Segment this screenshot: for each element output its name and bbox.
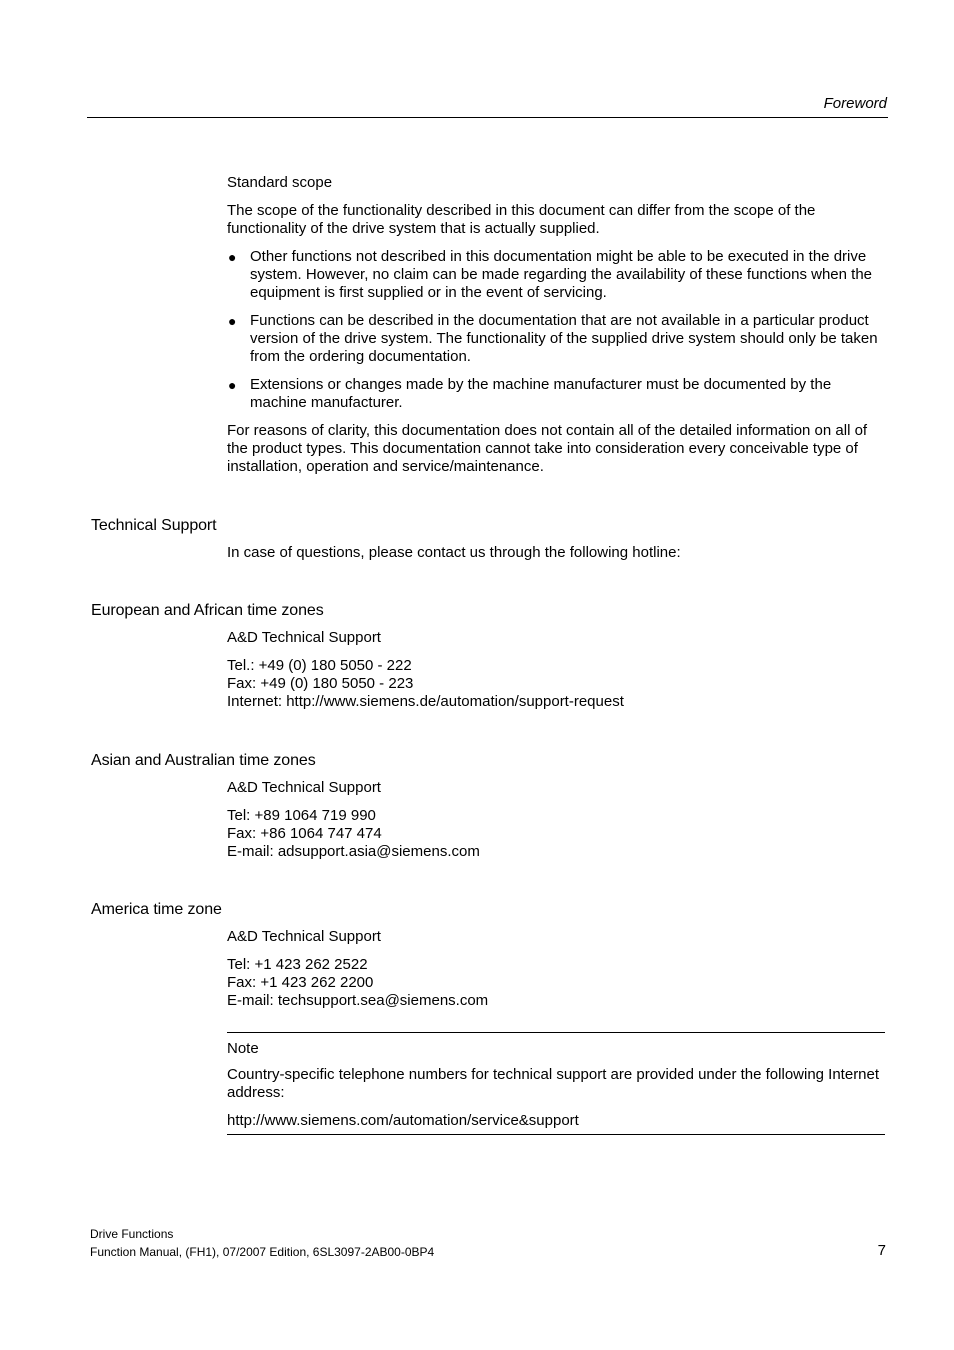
bullet-icon: ● [228,249,237,265]
zone-tel: Tel: +89 1064 719 990 [227,807,376,824]
zone-email: E-mail: techsupport.sea@siemens.com [227,992,489,1009]
note-link[interactable]: http://www.siemens.com/automation/service&support [227,1112,579,1129]
zone-fax: Fax: +49 (0) 180 5050 - 223 [227,675,414,692]
standard-scope-intro: The scope of the functionality described in this document can differ from the scope of the functionality of the drive system that is actually supplied. [227,202,816,237]
zone-fax: Fax: +1 423 262 2200 [227,974,374,991]
note-text: Country-specific telephone numbers for technical support are provided under the following Internet address: [227,1066,880,1101]
list-item-text: Functions can be described in the documentation that are not available in a particular product version of the drive system. The functionality of the supplied drive system should only be taken from the ordering documentation. [250,312,878,365]
page-number: 7 [877,1242,886,1259]
zone-contact-block [227,807,887,861]
bullet-icon: ● [228,377,237,393]
note-box [227,1032,885,1135]
footer-title: Drive Functions [90,1227,174,1241]
standard-scope-title: Standard scope [227,174,333,191]
zone-heading-asia-australia: Asian and Australian time zones [91,752,316,769]
note-title: Note [227,1040,259,1057]
zone-org: A&D Technical Support [227,928,381,945]
zone-internet: Internet: http://www.siemens.de/automation/support-request [227,693,624,710]
zone-heading-europe-africa: European and African time zones [91,602,324,619]
zone-tel: Tel.: +49 (0) 180 5050 - 222 [227,657,412,674]
zone-heading-america: America time zone [91,901,222,918]
technical-support-heading: Technical Support [91,517,217,534]
list-item-text: Other functions not described in this documentation might be able to be executed in the drive system. However, no claim can be made regarding the availability of these functions when the equipment is first supplied or in the event of servicing. [250,248,873,301]
standard-scope-bullets [227,248,887,412]
bullet-icon: ● [228,313,237,329]
list-item [227,312,887,366]
footer-edition: Function Manual, (FH1), 07/2007 Edition, 6SL3097-2AB00-0BP4 [90,1245,435,1259]
technical-support-text: In case of questions, please contact us through the following hotline: [227,544,681,561]
zone-contact-block [227,956,887,1010]
running-header: Foreword [823,95,887,112]
list-item-text: Extensions or changes made by the machine manufacturer must be documented by the machine manufacturer. [250,376,832,411]
zone-org: A&D Technical Support [227,629,381,646]
zone-tel: Tel: +1 423 262 2522 [227,956,368,973]
list-item [227,376,887,412]
header-rule [87,117,888,118]
standard-scope-closing: For reasons of clarity, this documentation does not contain all of the detailed information on all of the product types. This documentation cannot take into consideration every conceivable type of installation, operation and service/maintenance. [227,422,868,475]
zone-contact-block [227,657,887,711]
list-item [227,248,887,302]
zone-org: A&D Technical Support [227,779,381,796]
zone-email: E-mail: adsupport.asia@siemens.com [227,843,480,860]
zone-fax: Fax: +86 1064 747 474 [227,825,382,842]
